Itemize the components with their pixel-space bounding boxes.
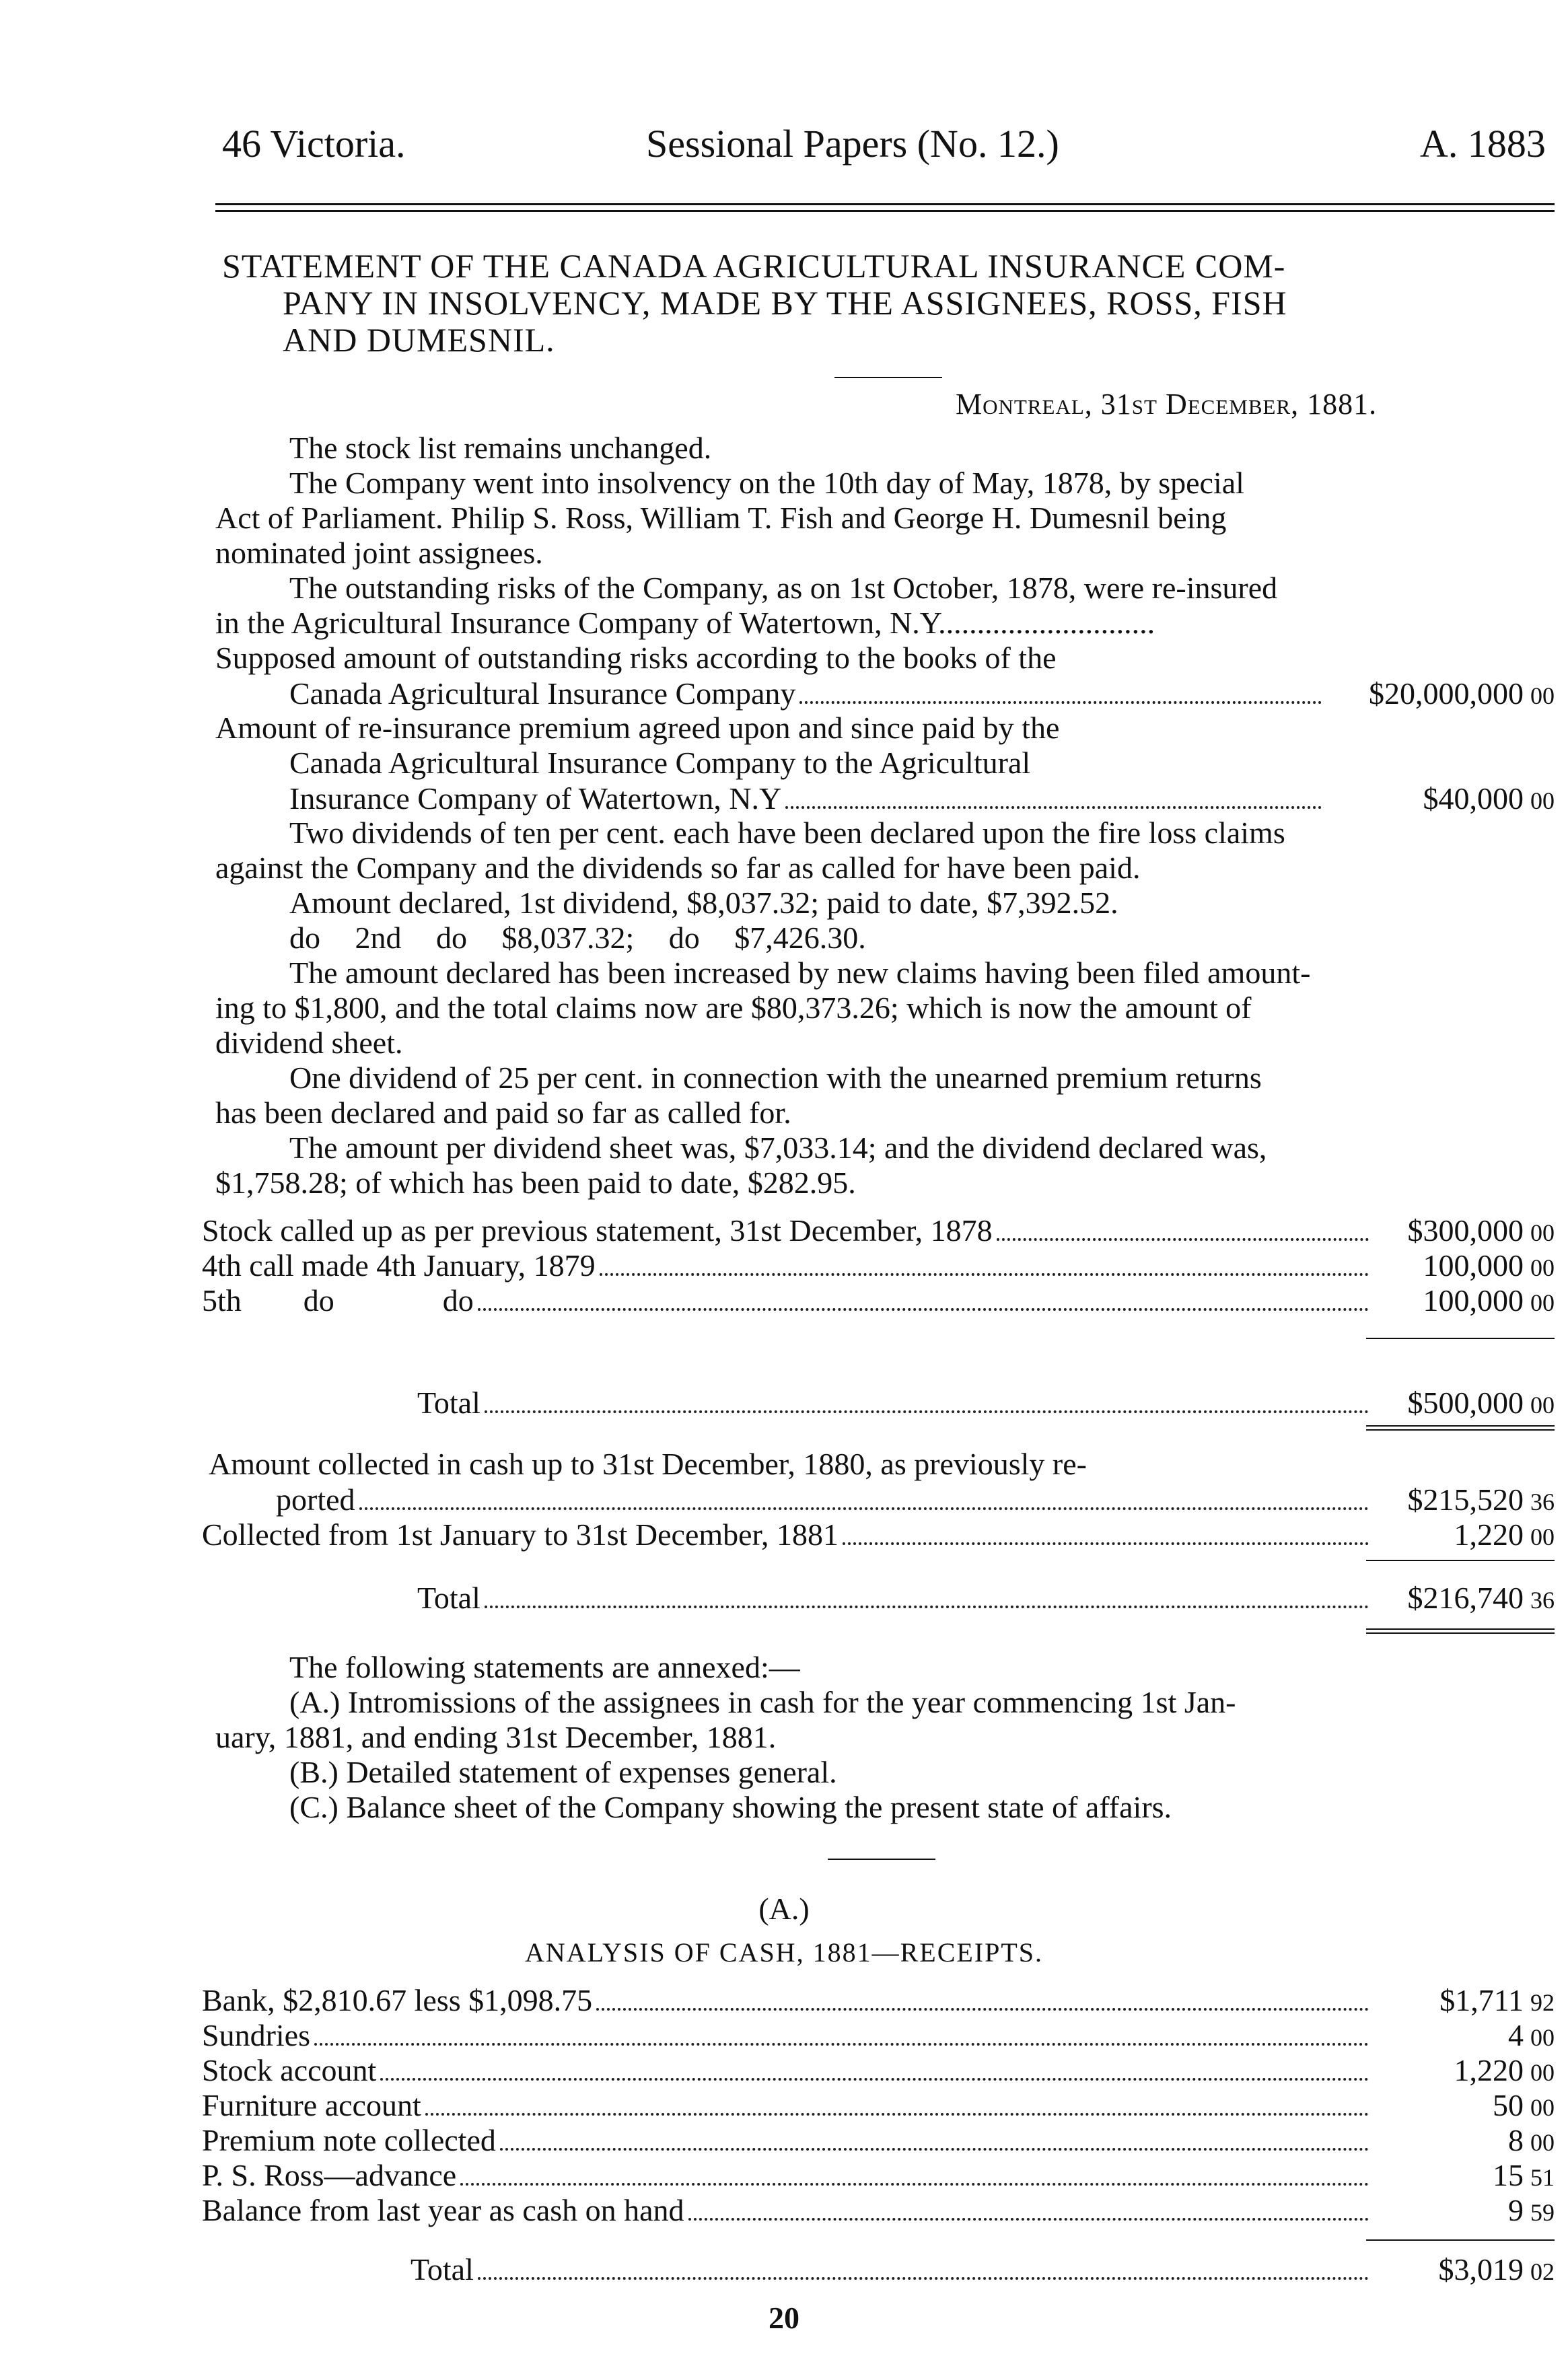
stock-row (202, 1248, 1555, 1283)
para-premium-1: Amount of re-insurance premium agreed upon and since paid by the (215, 711, 1060, 745)
stock-row-label: 5th do do (202, 1283, 474, 1318)
para-dividend-sheet-1: The amount per dividend sheet was, $7,033.14; and the dividend declared was, (289, 1130, 1267, 1165)
para-declared-1: Amount declared, 1st dividend, $8,037.32; paid to date, $7,392.52. (289, 886, 1118, 920)
annexed-intro: The following statements are annexed:— (289, 1650, 800, 1684)
leader-dots (785, 783, 1322, 809)
leader-dots (799, 678, 1322, 704)
row-label: Insurance Company of Watertown, N.Y (289, 781, 782, 816)
annexed-b: (B.) Detailed statement of expenses general. (289, 1755, 837, 1789)
leader-dots (600, 1250, 1369, 1276)
header-right: A. 1883 (1420, 122, 1546, 166)
receipt-label: Furniture account (202, 2088, 421, 2122)
annexed-a-2: uary, 1881, and ending 31st December, 1881. (215, 1720, 777, 1754)
receipt-label: Stock account (202, 2053, 377, 2087)
receipt-label: Premium note collected (202, 2123, 496, 2157)
leader-dots (478, 1285, 1369, 1311)
stock-total-rule-1 (1366, 1425, 1555, 1427)
cash-row-label: Collected from 1st January to 31st December, 1881 (202, 1517, 839, 1552)
para-supposed-1: Supposed amount of outstanding risks according to the books of the (215, 641, 1057, 675)
leader-dots (485, 1583, 1369, 1608)
receipt-label: Sundries (202, 2018, 310, 2052)
para-risks-2: in the Agricultural Insurance Company of Watertown, N.Y............................ (215, 606, 1155, 640)
leader-dots (478, 2254, 1369, 2280)
para-unearned-2: has been declared and paid so far as called for. (215, 1095, 791, 1130)
stock-row-label: 4th call made 4th January, 1879 (202, 1248, 596, 1283)
receipt-amount: 8 00 (1508, 2123, 1555, 2157)
para-premium-2: Canada Agricultural Insurance Company to the Agricultural (289, 746, 1031, 780)
title-divider (834, 377, 942, 378)
title-line-1: STATEMENT OF THE CANADA AGRICULTURAL INSURANCE COM- (222, 247, 1286, 285)
header-rule-bottom (215, 210, 1555, 212)
receipt-label: Bank, $2,810.67 less $1,098.75 (202, 1983, 593, 2017)
stock-row-amount: $300,000 00 (1407, 1213, 1555, 1248)
cash-total-label: Total (417, 1581, 480, 1615)
cash-row (202, 1517, 1555, 1552)
receipt-row (202, 2157, 1555, 2192)
statement-title (222, 248, 1555, 359)
receipt-row (202, 2192, 1555, 2227)
row-supposed-amount (289, 676, 1555, 711)
receipt-amount: $1,711 92 (1439, 1983, 1555, 2017)
leader-dots (688, 2195, 1369, 2221)
section-a-label: (A.) (758, 1892, 810, 1926)
cash-row-amount: 1,220 00 (1454, 1517, 1555, 1552)
receipt-label: Balance from last year as cash on hand (202, 2193, 684, 2227)
receipt-amount: 15 51 (1493, 2158, 1555, 2192)
receipt-label: P. S. Ross—advance (202, 2158, 457, 2192)
cash-row-label: ported (276, 1482, 355, 1517)
header-rule-top (215, 203, 1555, 205)
row-label: Canada Agricultural Insurance Company (289, 676, 796, 711)
receipt-amount: 1,220 00 (1454, 2053, 1555, 2087)
receipt-row (202, 2052, 1555, 2087)
section-a-heading: ANALYSIS OF CASH, 1881—RECEIPTS. (524, 1937, 1044, 1968)
cash-total-rule-2 (1366, 1632, 1555, 1634)
para-increase-2: ing to $1,800, and the total claims now are $80,373.26; which is now the amount of (215, 991, 1252, 1025)
receipts-total-amount: $3,019 02 (1438, 2252, 1555, 2287)
stock-sum-rule (1366, 1338, 1555, 1339)
receipt-row (202, 2017, 1555, 2052)
stock-row-amount: 100,000 00 (1423, 1248, 1555, 1283)
receipt-row (202, 1982, 1555, 2017)
receipts-total-row (411, 2252, 1555, 2287)
receipt-amount: 4 00 (1508, 2018, 1555, 2052)
para-insolvency-2: Act of Parliament. Philip S. Ross, William T. Fish and George H. Dumesnil being (215, 501, 1227, 535)
section-divider (828, 1859, 935, 1860)
stock-total-row (417, 1385, 1555, 1420)
para-risks-1: The outstanding risks of the Company, as on 1st October, 1878, were re-insured (289, 571, 1278, 605)
header-left: 46 Victoria. (222, 122, 406, 166)
row-premium-amount (289, 781, 1555, 816)
receipt-row (202, 2087, 1555, 2122)
para-insolvency-3: nominated joint assignees. (215, 536, 543, 570)
title-line-3: AND DUMESNIL. (283, 321, 555, 359)
stock-row (202, 1283, 1555, 1318)
leader-dots (359, 1484, 1369, 1510)
receipts-total-label: Total (411, 2252, 474, 2287)
cash-row-amount: $215,520 36 (1407, 1482, 1555, 1517)
para-stock-list: The stock list remains unchanged. (289, 431, 712, 465)
receipt-amount: 9 59 (1508, 2193, 1555, 2227)
para-unearned-1: One dividend of 25 per cent. in connection with the unearned premium returns (289, 1060, 1262, 1095)
para-dividend-sheet-2: $1,758.28; of which has been paid to date, $282.95. (215, 1165, 856, 1200)
para-increase-1: The amount declared has been increased by new claims having been filed amount- (289, 956, 1311, 990)
cash-total-amount: $216,740 36 (1407, 1581, 1555, 1615)
receipts-sum-rule (1366, 2239, 1555, 2241)
cash-row-intro: Amount collected in cash up to 31st December, 1880, as previously re- (209, 1447, 1087, 1481)
leader-dots (380, 2055, 1369, 2081)
page-number: 20 (769, 2301, 799, 2335)
para-declared-2: do 2nd do $8,037.32; do $7,426.30. (289, 921, 866, 955)
leader-dots (843, 1519, 1369, 1545)
stock-row-label: Stock called up as per previous statement, 31st December, 1878 (202, 1213, 993, 1248)
cash-row (276, 1482, 1555, 1517)
leader-dots (460, 2160, 1369, 2186)
annexed-a-1: (A.) Intromissions of the assignees in cash for the year commencing 1st Jan- (289, 1685, 1236, 1719)
leader-dots (314, 2020, 1369, 2046)
leader-dots (997, 1215, 1369, 1241)
para-increase-3: dividend sheet. (215, 1026, 403, 1060)
stock-total-label: Total (417, 1386, 480, 1420)
stock-total-amount: $500,000 00 (1407, 1386, 1555, 1420)
header-center: Sessional Papers (No. 12.) (646, 122, 1059, 166)
cash-total-row (417, 1580, 1555, 1615)
stock-row (202, 1213, 1555, 1248)
cash-total-rule-1 (1366, 1628, 1555, 1630)
dateline: Montreal, 31st December, 1881. (956, 388, 1378, 421)
leader-dots (500, 2125, 1369, 2151)
leader-dots (485, 1388, 1369, 1413)
annexed-c: (C.) Balance sheet of the Company showing the present state of affairs. (289, 1790, 1172, 1824)
stock-total-rule-2 (1366, 1429, 1555, 1431)
receipt-row (202, 2122, 1555, 2157)
row-amount: $20,000,000 00 (1369, 676, 1555, 711)
row-amount: $40,000 00 (1423, 781, 1555, 816)
receipt-amount: 50 00 (1493, 2088, 1555, 2122)
para-dividends-1: Two dividends of ten per cent. each have been declared upon the fire loss claims (289, 816, 1285, 850)
leader-dots (425, 2090, 1369, 2116)
stock-row-amount: 100,000 00 (1423, 1283, 1555, 1318)
para-dividends-2: against the Company and the dividends so far as called for have been paid. (215, 851, 1141, 885)
leader-dots (596, 1985, 1369, 2011)
title-line-2: PANY IN INSOLVENCY, MADE BY THE ASSIGNEES, ROSS, FISH (283, 284, 1287, 322)
para-insolvency-1: The Company went into insolvency on the 10th day of May, 1878, by special (289, 466, 1244, 500)
cash-sum-rule (1366, 1560, 1555, 1561)
